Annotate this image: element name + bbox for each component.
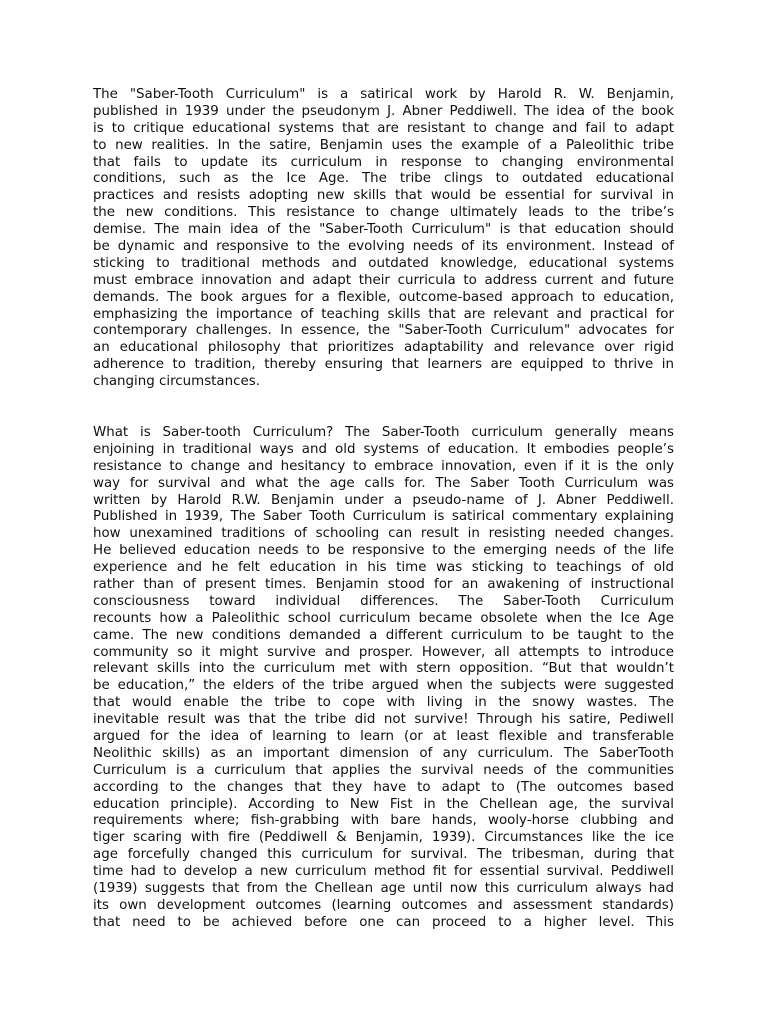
text-line: resistance to change and hesitancy to embrace innovation, even if it is the only (93, 458, 674, 474)
text-line: What is Saber-tooth Curriculum? The Saber-Tooth curriculum generally means (93, 425, 674, 440)
text-line: inevitable result was that the tribe did not survive! Through his satire, Pediwell (93, 712, 674, 728)
text-line: how unexamined traditions of schooling can result in resisting needed changes. (93, 526, 674, 542)
text-line: argued for the idea of learning to learn (or at least flexible and transferable (93, 729, 674, 745)
text-line: demands. The book argues for a flexible, outcome-based approach to education, (93, 289, 674, 305)
text-line: must embrace innovation and adapt their curricula to address current and future (93, 272, 674, 288)
text-line: came. The new conditions demanded a different curriculum to be taught to the (93, 627, 674, 643)
text-line: that would enable the tribe to cope with living in the snowy wastes. The (93, 695, 674, 711)
text-line: practices and resists adopting new skills that would be essential for survival in (93, 188, 674, 204)
text-line: according to the changes that they have to adapt to (The outcomes based (93, 779, 674, 795)
text-line: emphasizing the importance of teaching skills that are relevant and practical for (93, 306, 674, 322)
text-line: experience and he felt education in his time was sticking to teachings of old (93, 560, 674, 576)
text-line: demise. The main idea of the "Saber-Tooth Curriculum" is that education should (93, 222, 674, 238)
text-line: the new conditions. This resistance to change ultimately leads to the tribe’s (93, 205, 674, 221)
text-line: that fails to update its curriculum in response to changing environmental (93, 154, 674, 170)
text-line: contemporary challenges. In essence, the "Saber-Tooth Curriculum" advocates for (93, 323, 674, 339)
text-line: Published in 1939, The Saber Tooth Curriculum is satirical commentary explaining (93, 509, 674, 525)
text-line: be dynamic and responsive to the evolving needs of its environment. Instead of (93, 239, 674, 255)
text-line: enjoining in traditional ways and old systems of education. It embodies people’s (93, 441, 674, 457)
text-line: rather than of present times. Benjamin stood for an awakening of instructional (93, 577, 674, 593)
text-line: adherence to tradition, thereby ensuring that learners are equipped to thrive in (93, 357, 674, 373)
text-line: He believed education needs to be responsive to the emerging needs of the life (93, 543, 674, 559)
text-line: an educational philosophy that prioritizes adaptability and relevance over rigid (93, 340, 674, 356)
text-line: time had to develop a new curriculum method fit for essential survival. Peddiwell (93, 864, 674, 880)
text-line: recounts how a Paleolithic school curriculum became obsolete when the Ice Age (93, 610, 674, 626)
text-line: its own development outcomes (learning outcomes and assessment standards) (93, 897, 674, 913)
text-line: Curriculum is a curriculum that applies the survival needs of the communities (93, 762, 674, 778)
text-line: relevant skills into the curriculum met with stern opposition. “But that wouldn’t (93, 661, 674, 677)
text-line: education principle). According to New Fist in the Chellean age, the survival (93, 796, 674, 812)
paragraph-intro (93, 87, 674, 391)
text-line: consciousness toward individual differences. The Saber-Tooth Curriculum (93, 593, 674, 609)
text-line: way for survival and what the age calls for. The Saber Tooth Curriculum was (93, 475, 674, 491)
text-line: sticking to traditional methods and outdated knowledge, educational systems (93, 255, 674, 271)
text-line: published in 1939 under the pseudonym J. Abner Peddiwell. The idea of the book (93, 103, 674, 119)
text-line: written by Harold R.W. Benjamin under a pseudo-name of J. Abner Peddiwell. (93, 492, 674, 508)
text-line: tiger scaring with fire (Peddiwell & Benjamin, 1939). Circumstances like the ice (93, 830, 674, 846)
text-line: age forcefully changed this curriculum for survival. The tribesman, during that (93, 847, 674, 863)
text-line: be education,” the elders of the tribe argued when the subjects were suggested (93, 678, 674, 694)
text-line: requirements where; fish-grabbing with bare hands, wooly-horse clubbing and (93, 813, 674, 829)
text-line: conditions, such as the Ice Age. The tribe clings to outdated educational (93, 171, 674, 187)
paragraph-what-is-saber-tooth (93, 425, 674, 932)
text-line: to new realities. In the satire, Benjamin uses the example of a Paleolithic tribe (93, 137, 674, 153)
text-line: (1939) suggests that from the Chellean age until now this curriculum always had (93, 881, 674, 897)
text-line: changing circumstances. (93, 374, 260, 390)
text-line: that need to be achieved before one can proceed to a higher level. This (93, 914, 674, 930)
text-line: The "Saber-Tooth Curriculum" is a satirical work by Harold R. W. Benjamin, (93, 87, 674, 102)
text-line: is to critique educational systems that are resistant to change and fail to adapt (93, 120, 674, 136)
text-line: Neolithic skills) as an important dimension of any curriculum. The SaberTooth (93, 745, 674, 761)
text-line: community so it might survive and prosper. However, all attempts to introduce (93, 644, 674, 660)
